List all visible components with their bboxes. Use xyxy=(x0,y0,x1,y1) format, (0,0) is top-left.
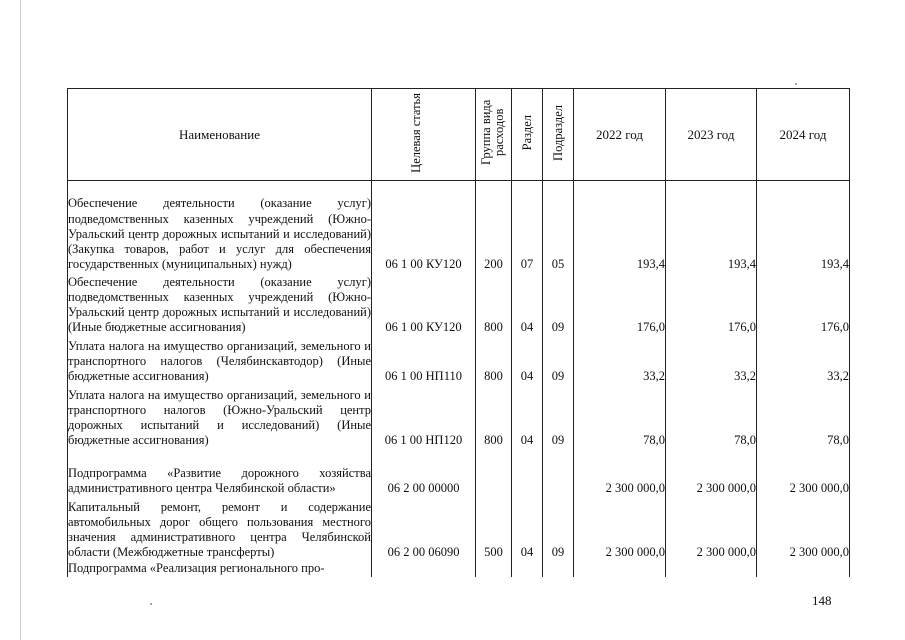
row-value-2024: 176,0 xyxy=(757,273,850,336)
row-value-2022: 78,0 xyxy=(574,385,666,449)
page-number: 148 xyxy=(812,593,832,608)
row-target-article: 06 2 00 06090 xyxy=(372,497,476,561)
header-2022: 2022 год xyxy=(574,89,666,181)
header-target-article: Целевая статья xyxy=(372,89,476,181)
row-expense-group xyxy=(476,449,512,497)
row-expense-group: 800 xyxy=(476,336,512,385)
row-value-2022: 193,4 xyxy=(574,181,666,273)
row-name: Подпрограмма «Реализация регионального про- xyxy=(68,561,372,577)
header-name: Наименование xyxy=(68,89,372,181)
row-expense-group: 800 xyxy=(476,273,512,336)
row-value-2023: 176,0 xyxy=(666,273,757,336)
row-section: 07 xyxy=(512,181,543,273)
row-section: 04 xyxy=(512,273,543,336)
row-target-article: 06 1 00 НП110 xyxy=(372,336,476,385)
row-value-2024: 33,2 xyxy=(757,336,850,385)
table-row xyxy=(68,497,850,561)
row-expense-group: 200 xyxy=(476,181,512,273)
row-target-article xyxy=(372,561,476,577)
row-value-2024 xyxy=(757,561,850,577)
row-section: 04 xyxy=(512,385,543,449)
row-name: Уплата налога на имущество организаций, земельного и транспортного налогов (Челябинскавтодор) (Иные бюджетные ассигнования) xyxy=(68,336,372,385)
row-target-article: 06 1 00 КУ120 xyxy=(372,273,476,336)
table-row xyxy=(68,385,850,449)
row-target-article: 06 1 00 НП120 xyxy=(372,385,476,449)
row-section xyxy=(512,449,543,497)
table-row xyxy=(68,273,850,336)
row-name: Обеспечение деятельности (оказание услуг) подведомственных казенных учреждений (Южно-Уральский центр дорожных испытаний и исследований) (Закупка товаров, работ и услуг для обеспечения государственных (муниципальных) нужд) xyxy=(68,181,372,273)
row-subsection: 09 xyxy=(543,497,574,561)
row-expense-group: 500 xyxy=(476,497,512,561)
row-value-2024: 2 300 000,0 xyxy=(757,449,850,497)
row-target-article: 06 2 00 00000 xyxy=(372,449,476,497)
row-value-2024: 78,0 xyxy=(757,385,850,449)
row-value-2022: 176,0 xyxy=(574,273,666,336)
table-row xyxy=(68,181,850,273)
row-value-2022 xyxy=(574,561,666,577)
row-subsection: 09 xyxy=(543,273,574,336)
scan-speck xyxy=(795,83,797,85)
scan-speck xyxy=(150,603,152,605)
row-value-2023: 33,2 xyxy=(666,336,757,385)
row-value-2023: 2 300 000,0 xyxy=(666,497,757,561)
row-subsection: 05 xyxy=(543,181,574,273)
row-value-2022: 2 300 000,0 xyxy=(574,497,666,561)
row-expense-group: 800 xyxy=(476,385,512,449)
header-expense-group: Группа вида расходов xyxy=(476,89,512,181)
row-name: Подпрограмма «Развитие дорожного хозяйства административного центра Челябинской области» xyxy=(68,449,372,497)
row-name: Капитальный ремонт, ремонт и содержание автомобильных дорог общего пользования местного значения административного центра Челябинской области (Межбюджетные трансферты) xyxy=(68,497,372,561)
budget-table xyxy=(67,88,850,577)
row-section xyxy=(512,561,543,577)
row-value-2023 xyxy=(666,561,757,577)
table-row xyxy=(68,561,850,577)
row-value-2022: 33,2 xyxy=(574,336,666,385)
row-subsection xyxy=(543,449,574,497)
row-name: Обеспечение деятельности (оказание услуг) подведомственных казенных учреждений (Южно-Уральский центр дорожных испытаний и исследований) (Иные бюджетные ассигнования) xyxy=(68,273,372,336)
row-section: 04 xyxy=(512,497,543,561)
row-section: 04 xyxy=(512,336,543,385)
header-2024: 2024 год xyxy=(757,89,850,181)
row-subsection xyxy=(543,561,574,577)
row-subsection: 09 xyxy=(543,336,574,385)
row-expense-group xyxy=(476,561,512,577)
row-value-2023: 2 300 000,0 xyxy=(666,449,757,497)
header-subsection: Подраздел xyxy=(543,89,574,181)
page-edge-line xyxy=(20,0,21,640)
header-section: Раздел xyxy=(512,89,543,181)
row-target-article: 06 1 00 КУ120 xyxy=(372,181,476,273)
row-name: Уплата налога на имущество организаций, земельного и транспортного налогов (Южно-Уральский центр дорожных испытаний и исследований) (Иные бюджетные ассигнования) xyxy=(68,385,372,449)
row-value-2024: 2 300 000,0 xyxy=(757,497,850,561)
header-row xyxy=(68,89,850,181)
header-2023: 2023 год xyxy=(666,89,757,181)
table-row xyxy=(68,449,850,497)
row-value-2023: 193,4 xyxy=(666,181,757,273)
row-value-2022: 2 300 000,0 xyxy=(574,449,666,497)
row-value-2024: 193,4 xyxy=(757,181,850,273)
table-row xyxy=(68,336,850,385)
row-subsection: 09 xyxy=(543,385,574,449)
row-value-2023: 78,0 xyxy=(666,385,757,449)
